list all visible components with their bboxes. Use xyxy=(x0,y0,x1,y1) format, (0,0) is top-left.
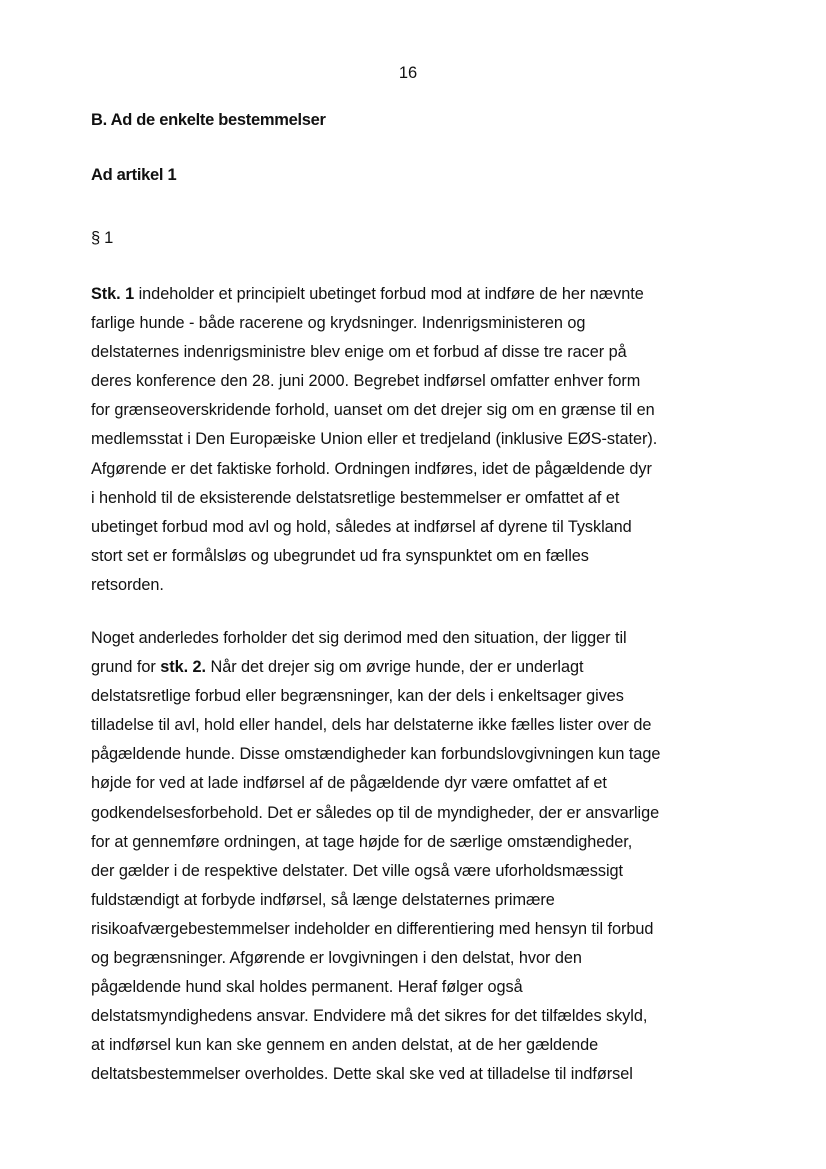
page-number: 16 xyxy=(398,64,418,82)
text-line: deres konference den 28. juni 2000. Begrebet indførsel omfatter enhver form xyxy=(91,372,641,391)
text-line: for grænseoverskridende forhold, uanset om det drejer sig om en grænse til en xyxy=(91,401,655,420)
text-line: delstatsretlige forbud eller begrænsninger, kan der dels i enkeltsager gives xyxy=(91,687,624,706)
text-line-content: grund for xyxy=(91,658,161,677)
article-heading: Ad artikel 1 xyxy=(91,166,177,184)
text-line: farlige hunde - både racerene og krydsninger. Indenrigsministeren og xyxy=(91,314,586,333)
stk-1-label: Stk. 1 xyxy=(91,285,135,303)
text-line: ubetinget forbud mod avl og hold, således at indførsel af dyrene til Tyskland xyxy=(91,517,632,536)
text-line: risikoafværgebestemmelser indeholder en differentiering med hensyn til forbud xyxy=(91,919,654,938)
text-line-content: Når det drejer sig om øvrige hunde, der er underlagt xyxy=(206,658,584,677)
text-line xyxy=(91,280,731,309)
text-line: højde for ved at lade indførsel af de pågældende dyr være omfattet af et xyxy=(91,774,607,793)
paragraph-stk-1 xyxy=(91,280,731,600)
text-line-content: indeholder et principielt ubetinget forbud mod at indføre de her nævnte xyxy=(134,285,644,303)
text-line: der gælder i de respektive delstater. Det ville også være uforholdsmæssigt xyxy=(91,861,624,880)
text-line: i henhold til de eksisterende delstatsretlige bestemmelser er omfattet af et xyxy=(91,488,620,507)
text-line: Noget anderledes forholder det sig derimod med den situation, der ligger til xyxy=(91,629,627,647)
text-line: at indførsel kun kan ske gennem en anden delstat, at de her gældende xyxy=(91,1036,599,1055)
text-line: fuldstændigt at forbyde indførsel, så længe delstaternes primære xyxy=(91,890,555,909)
text-line: godkendelsesforbehold. Det er således op til de myndigheder, der er ansvarlige xyxy=(91,803,660,822)
text-line: pågældende hunde. Disse omstændigheder kan forbundslovgivningen kun tage xyxy=(91,745,661,764)
text-line xyxy=(91,653,731,682)
paragraph-symbol-heading: § 1 xyxy=(91,229,114,247)
text-line: Afgørende er det faktiske forhold. Ordningen indføres, idet de pågældende dyr xyxy=(91,459,652,478)
text-line: pågældende hund skal holdes permanent. Heraf følger også xyxy=(91,978,523,997)
text-line: for at gennemføre ordningen, at tage højde for de særlige omstændigheder, xyxy=(91,832,633,851)
paragraph-stk-2 xyxy=(91,624,731,1090)
text-line: deltatsbestemmelser overholdes. Dette skal ske ved at tilladelse til indførsel xyxy=(91,1065,633,1084)
text-line: retsorden. xyxy=(91,575,164,594)
section-heading: B. Ad de enkelte bestemmelser xyxy=(91,111,326,129)
text-line: tilladelse til avl, hold eller handel, dels har delstaterne ikke fælles lister over de xyxy=(91,716,652,735)
text-line: stort set er formålsløs og ubegrundet ud fra synspunktet om en fælles xyxy=(91,546,589,565)
text-line: og begrænsninger. Afgørende er lovgivningen i den delstat, hvor den xyxy=(91,949,582,968)
text-line: medlemsstat i Den Europæiske Union eller et tredjeland (inklusive EØS-stater). xyxy=(91,430,658,449)
text-line: delstatsmyndighedens ansvar. Endvidere må det sikres for det tilfældes skyld, xyxy=(91,1007,648,1026)
stk-2-label: stk. 2. xyxy=(160,658,207,677)
text-line: delstaternes indenrigsministre blev enige om et forbud af disse tre racer på xyxy=(91,343,627,362)
